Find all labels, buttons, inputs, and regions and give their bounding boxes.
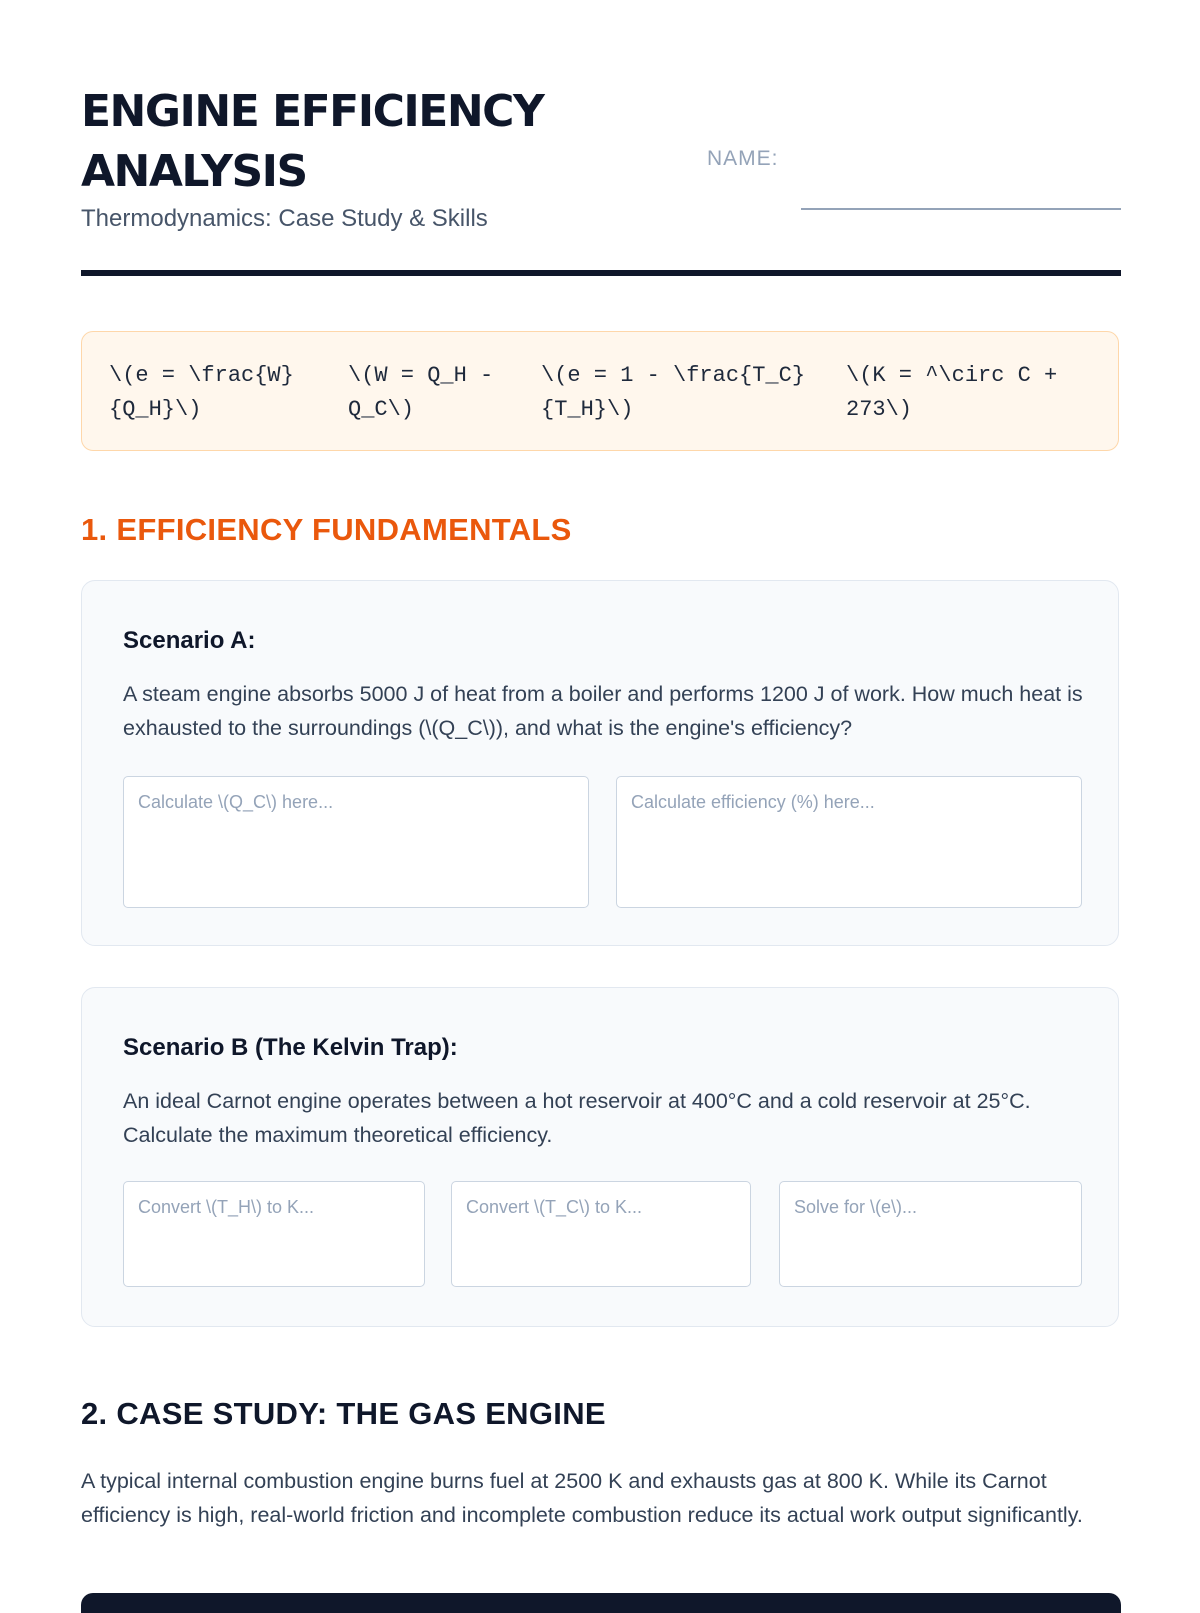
- answer-efficiency-e-field[interactable]: [779, 1181, 1082, 1287]
- formula-efficiency-line-1: \(e = \frac{W}: [109, 363, 294, 388]
- page-subtitle: Thermodynamics: Case Study & Skills: [81, 205, 488, 232]
- formula-work-line-2: Q_C\): [348, 397, 415, 422]
- answer-tc-kelvin-field[interactable]: [451, 1181, 751, 1287]
- scenario-b-heading: Scenario B (The Kelvin Trap):: [123, 1034, 458, 1061]
- formula-kelvin-line-2: 273\): [846, 397, 913, 422]
- name-label: NAME:: [707, 147, 779, 170]
- formula-work: [348, 359, 493, 427]
- formula-efficiency: [109, 359, 294, 427]
- title-line-1: ENGINE EFFICIENCY: [81, 86, 544, 137]
- dark-panel-top-edge: [81, 1593, 1121, 1613]
- section-2-title: 2. CASE STUDY: THE GAS ENGINE: [81, 1396, 606, 1431]
- title-line-2: ANALYSIS: [81, 146, 307, 197]
- formula-carnot: [541, 359, 805, 427]
- formula-kelvin-line-1: \(K = ^\circ C +: [846, 363, 1058, 388]
- scenario-a-heading: Scenario A:: [123, 627, 256, 654]
- header: [81, 82, 1121, 272]
- scenario-b-text: An ideal Carnot engine operates between a hot reservoir at 400°C and a cold reservoir at 25°C. Calculate the maximum theoretical efficiency.: [123, 1089, 1031, 1147]
- name-field[interactable]: [801, 180, 1121, 210]
- case-study-text: A typical internal combustion engine burns fuel at 2500 K and exhausts gas at 800 K. While its Carnot efficiency is high, real-world friction and incomplete combustion reduce its actual work output significantly.: [81, 1469, 1083, 1527]
- answer-efficiency-field[interactable]: [616, 776, 1082, 908]
- answer-qc-field[interactable]: [123, 776, 589, 908]
- scenario-a-text: A steam engine absorbs 5000 J of heat from a boiler and performs 1200 J of work. How much heat is exhausted to the surroundings (\(Q_C\)), and what is the engine's efficiency?: [123, 682, 1083, 740]
- header-divider: [81, 270, 1121, 276]
- scenario-a-card: [81, 580, 1119, 946]
- formula-efficiency-line-2: {Q_H}\): [109, 397, 202, 422]
- scenario-b-card: [81, 987, 1119, 1327]
- formula-reference-box: [81, 331, 1119, 451]
- formula-carnot-line-1: \(e = 1 - \frac{T_C}: [541, 363, 806, 388]
- section-1-title: 1. EFFICIENCY FUNDAMENTALS: [81, 512, 572, 547]
- answer-th-kelvin-field[interactable]: [123, 1181, 425, 1287]
- page-title: [81, 82, 543, 202]
- formula-work-line-1: \(W = Q_H -: [348, 363, 494, 388]
- formula-carnot-line-2: {T_H}\): [541, 397, 634, 422]
- formula-kelvin: [846, 359, 1057, 427]
